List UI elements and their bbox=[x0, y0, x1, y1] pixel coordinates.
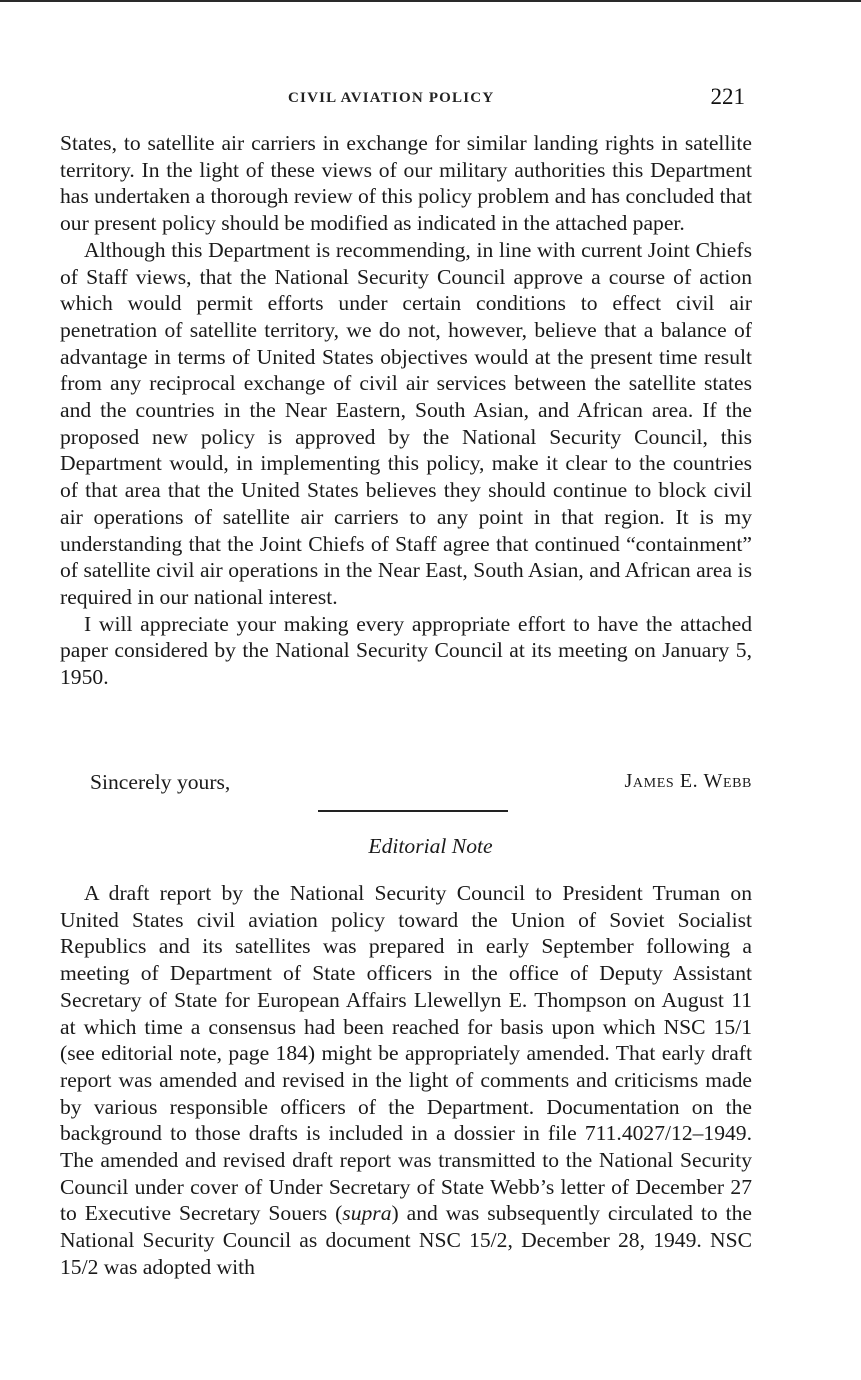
letter-body bbox=[60, 130, 752, 691]
section-divider bbox=[318, 810, 508, 812]
letter-paragraph: States, to satellite air carriers in exchange for similar landing rights in satellite territory. In the light of these views of our military authorities this Department has undertaken a thorough review of this policy problem and has concluded that our present policy should be modified as indicated in the attached paper. bbox=[60, 131, 753, 236]
editorial-note-paragraph bbox=[60, 880, 752, 1281]
top-edge-rule bbox=[0, 0, 861, 2]
running-title: CIVIL AVIATION POLICY bbox=[288, 90, 495, 106]
running-head bbox=[0, 86, 861, 116]
note-italic-text: supra bbox=[342, 1201, 392, 1226]
note-text-part: A draft report by the National Security Council to President Truman on United States civil aviation policy toward the Union of Soviet Socialist Republics and its satellites was prepared in early September following a meeting of Department of State officers in the office of Deputy Assistant Secretary of State for European Affairs Llewellyn E. Thompson on August 11 at which time a consensus had been reached for basis upon which NSC 15/1 (see editorial note, page 184) might be appropriately amended. That early draft report was amended and revised in the light of comments and criticisms made by various responsible officers of the Department. Documentation on the background to those drafts is included in a dossier in file 711.4027/12–1949. The amended and revised draft report was transmitted to the National Security Council under cover of Under Secretary of State Webb’s letter of December 27 to Executive Secretary Souers ( bbox=[60, 881, 752, 1226]
note-text-part: ) and was subsequently circulated to the National Security Council as document NSC 15/2, December 28, 1949. NSC 15/2 was adopted with bbox=[60, 1201, 752, 1279]
closing-salutation: Sincerely yours, bbox=[90, 770, 231, 794]
editorial-note-heading: Editorial Note bbox=[368, 834, 493, 858]
signature: James E. Webb bbox=[624, 770, 752, 792]
letter-paragraph: I will appreciate your making every appropriate effort to have the attached paper considered by the National Security Council at its meeting on January 5, 1950. bbox=[60, 611, 752, 690]
letter-closing bbox=[60, 770, 752, 798]
editorial-note-body bbox=[60, 880, 752, 1281]
page-number: 221 bbox=[710, 84, 745, 109]
letter-paragraph: Although this Department is recommending, in line with current Joint Chiefs of Staff views, that the National Security Council approve a course of action which would permit efforts under certain conditions to effect civil air penetration of satellite territory, we do not, however, believe that a balance of advantage in terms of United States objectives would at the present time result from any reciprocal exchange of civil air services between the satellite states and the countries in the Near Eastern, South Asian, and African area. If the proposed new policy is approved by the National Security Council, this Department would, in implementing this policy, make it clear to the countries of that area that the United States believes they should continue to block civil air operations of satellite air carriers to any point in that region. It is my understanding that the Joint Chiefs of Staff agree that continued “containment” of satellite civil air operations in the Near East, South Asian, and African area is required in our national interest. bbox=[60, 237, 752, 609]
